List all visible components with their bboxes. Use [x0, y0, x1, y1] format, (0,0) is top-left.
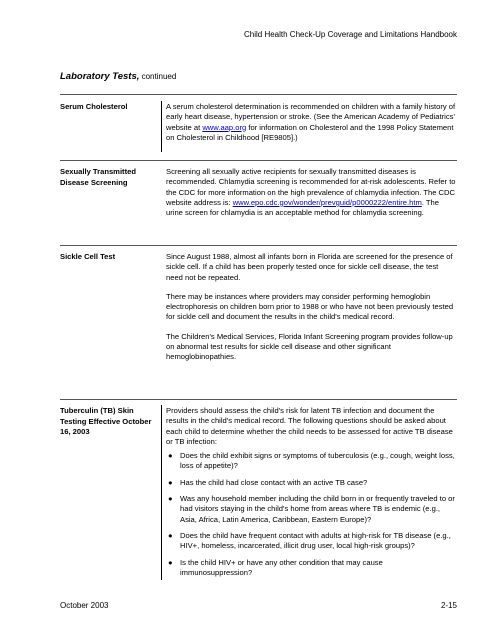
paragraph: Since August 1988, almost all infants born in Florida are screened for the presence of sickle cell. If a child has been properly tested once for sickle cell disease, the test need not be repeated.	[166, 252, 453, 282]
desc-serum-cholesterol	[166, 102, 456, 143]
section-title	[60, 71, 176, 82]
bullet-icon: ●	[168, 557, 173, 567]
desc-std-screening	[166, 167, 456, 218]
list-item-text: Does the child have frequent contact with adults at high-risk for TB disease (e.g., HIV+, homeless, incarcerated, illicit drug user, local high-risk groups)?	[180, 530, 451, 551]
footer-date: October 2003	[60, 601, 109, 610]
list-item-text: Was any household member including the child born in or frequently traveled to or had visitors staying in the child's home from areas where TB is endemic (e.g., Asia, Africa, Latin America, Caribbean, Eastern Europe)?	[180, 494, 455, 524]
paragraph: There may be instances where providers may consider performing hemoglobin electrophoresis on children born prior to 1988 or who have not been previously tested for sickle cell and document the results in the child's medical record.	[166, 291, 454, 322]
term-tb-testing: Tuberculin (TB) Skin Testing Effective October 16, 2003	[60, 406, 152, 436]
change-bar	[161, 405, 162, 580]
divider-rule	[60, 399, 457, 400]
list-item-text: Is the child HIV+ or have any other condition that may cause immunosuppression?	[180, 557, 383, 577]
term-sickle-cell: Sickle Cell Test	[60, 252, 116, 261]
change-bar	[161, 101, 162, 152]
list-item	[166, 558, 456, 579]
page-header: Child Health Check-Up Coverage and Limitations Handbook	[243, 30, 457, 39]
term-serum-cholesterol: Serum Cholesterol	[60, 102, 128, 111]
desc-text: A serum cholesterol determination is recommended on children with a family history of early heart disease, hypertension or stroke. (See the American Academy of Pediatrics' website at	[166, 102, 456, 132]
divider-rule	[60, 245, 457, 246]
desc-text: for information on Cholesterol and the 1998 Policy Statement on Cholesterol in Childhood [RE9805].)	[166, 122, 454, 142]
list-item-text: Does the child exhibit signs or symptoms of tuberculosis (e.g., cough, weight loss, loss of appetite)?	[180, 451, 455, 471]
term-std-screening: Sexually Transmitted Disease Screening	[60, 167, 136, 187]
desc-text: Screening all sexually active recipients for sexually transmitted diseases is recommended. Chlamydia screening is recommended for at-risk adolescents. Refer to the CDC for more information on the high prevalence of chlamydia infection. The CDC website address is:	[166, 167, 456, 207]
section-title-text: Laboratory Tests,	[60, 71, 140, 82]
page-number: 2-15	[440, 601, 457, 610]
list-item	[166, 531, 456, 552]
paragraph: Providers should assess the child's risk for latent TB infection and document the results in the child's medical record. The following questions should be asked about each child to determine whether the child needs to be assessed for active TB disease or TB infection:	[166, 406, 453, 446]
list-item	[166, 451, 456, 472]
divider-rule	[60, 94, 457, 95]
aap-link[interactable]: www.aap.org	[202, 122, 247, 132]
desc-sickle-cell	[166, 252, 456, 372]
desc-text: . The urine screen for chlamydia is an acceptable method for chlamydia screening.	[166, 197, 439, 218]
list-item	[166, 478, 456, 488]
bullet-list	[166, 451, 456, 578]
desc-tb-testing	[166, 406, 456, 584]
bullet-icon: ●	[168, 530, 173, 540]
cdc-link[interactable]: www.epo.cdc.gov/wonder/prevguid/p0000222/entire.htm	[232, 197, 422, 207]
paragraph: The Children's Medical Services, Florida Infant Screening program provides follow-up on abnormal test results for sickle cell disease and other significant hemoglobinopathies.	[166, 331, 453, 362]
section-continued: continued	[139, 72, 177, 81]
list-item	[166, 494, 456, 525]
bullet-icon: ●	[168, 494, 173, 504]
divider-rule	[60, 160, 457, 161]
bullet-icon: ●	[168, 477, 173, 487]
list-item-text: Has the child had close contact with an active TB case?	[180, 477, 368, 487]
bullet-icon: ●	[168, 451, 173, 461]
